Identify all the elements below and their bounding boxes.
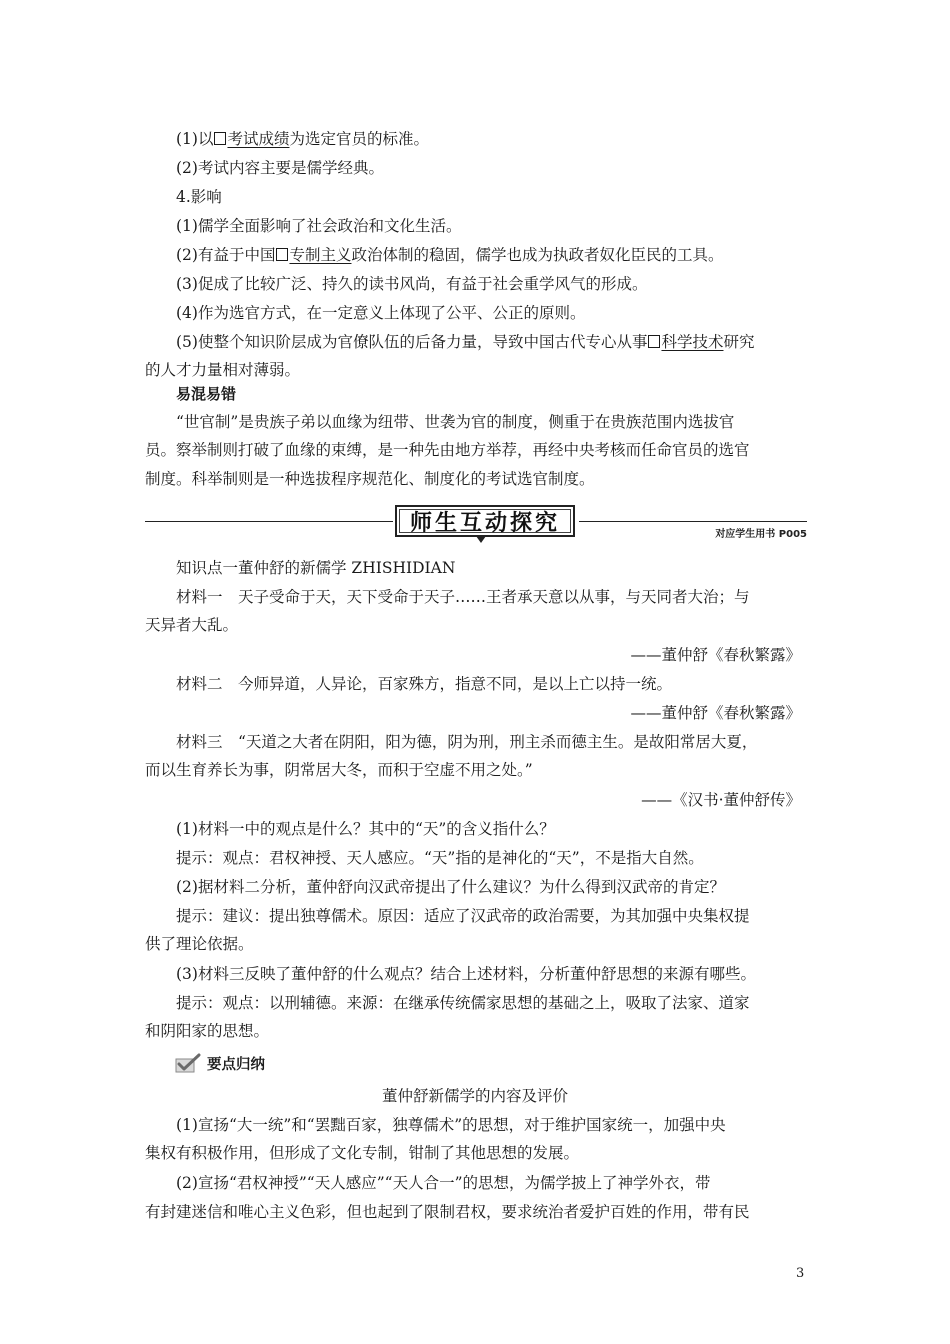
material-2-source: ——董仲舒《春秋繁露》 — [630, 704, 801, 722]
key-points-label: 要点归纳 — [207, 1056, 265, 1073]
page-number: 3 — [796, 1266, 805, 1281]
banner-reference: 对应学生用书 P005 — [715, 529, 807, 540]
question-2: (2)据材料二分析，董仲舒向汉武帝提出了什么建议？为什么得到汉武帝的肯定？ — [176, 878, 725, 896]
banner-title: 师生互动探究 — [409, 510, 560, 536]
banner-rule-left — [145, 521, 393, 522]
content-line — [145, 215, 805, 237]
fill-in-answer: 考试成绩 — [227, 130, 290, 148]
banner-pointer-icon — [476, 536, 486, 543]
fill-in-answer: 科学技术 — [661, 333, 724, 351]
answer-2: 提示：建议：提出独尊儒术。原因：适应了汉武帝的政治需要，为其加强中央集权提 — [176, 907, 750, 925]
content-line — [145, 157, 805, 179]
line-text: 研究 — [723, 333, 755, 351]
summary-point-2: (2)宣扬“君权神授”“天人感应”“天人合一”的思想，为儒学披上了神学外衣，带 — [176, 1174, 711, 1192]
content-line — [145, 359, 805, 381]
key-points-heading — [175, 1052, 265, 1074]
material-3-source: ——《汉书·董仲舒传》 — [641, 791, 801, 809]
answer-3-cont: 和阴阳家的思想。 — [145, 1022, 270, 1040]
line-text: (5)使整个知识阶层成为官僚队伍的后备力量，导致中国古代专心从事 — [176, 333, 648, 351]
question-1: (1)材料一中的观点是什么？其中的“天”的含义指什么？ — [176, 820, 555, 838]
material-3-cont: 而以生育养长为事，阴常居大冬，而积于空虚不用之处。” — [145, 761, 533, 779]
content-line — [145, 302, 805, 324]
blank-box-icon — [648, 335, 660, 348]
material-1: 材料一 天子受命于天，天下受命于天子……王者承天意以从事，与天同者大治；与 — [176, 588, 750, 606]
line-text: 的人才力量相对薄弱。 — [145, 361, 301, 379]
knowledge-point-title: 知识点一董仲舒的新儒学 ZHISHIDIAN — [176, 559, 456, 577]
answer-3: 提示：观点：以刑辅德。来源：在继承传统儒家思想的基础之上，吸取了法家、道家 — [176, 994, 750, 1012]
summary-point-2-cont: 有封建迷信和唯心主义色彩，但也起到了限制君权，要求统治者爱护百姓的作用，带有民 — [145, 1203, 750, 1221]
line-text: (3)促成了比较广泛、持久的读书风尚，有益于社会重学风气的形成。 — [176, 275, 648, 293]
section-banner — [145, 503, 807, 547]
material-2: 材料二 今师异道，人异论，百家殊方，指意不同，是以上亡以持一统。 — [176, 675, 673, 693]
material-3: 材料三 “天道之大者在阴阳，阳为德，阴为刑，刑主杀而德主生。是故阳常居大夏， — [176, 733, 758, 751]
summary-point-1-cont: 集权有积极作用，但形成了文化专制，钳制了其他思想的发展。 — [145, 1144, 580, 1162]
banner-rule-right — [579, 521, 807, 522]
confusion-line: 员。察举制则打破了血缘的束缚，是一种先由地方举荐，再经中央考核而任命官员的选官 — [145, 441, 750, 459]
line-text: (1)以 — [176, 130, 214, 148]
line-text: (2)有益于中国 — [176, 246, 276, 264]
line-text: (1)儒学全面影响了社会政治和文化生活。 — [176, 217, 462, 235]
confusion-heading: 易混易错 — [176, 385, 237, 403]
line-text: (4)作为选官方式，在一定意义上体现了公平、公正的原则。 — [176, 304, 586, 322]
summary-point-1: (1)宣扬“大一统”和“罢黜百家，独尊儒术”的思想，对于维护国家统一，加强中央 — [176, 1116, 726, 1134]
content-line — [145, 128, 805, 150]
line-text: (2)考试内容主要是儒学经典。 — [176, 159, 384, 177]
material-1-source: ——董仲舒《春秋繁露》 — [630, 646, 801, 664]
line-text: 为选定官员的标准。 — [289, 130, 429, 148]
blank-box-icon — [214, 132, 226, 145]
content-line — [145, 331, 805, 353]
content-line — [145, 273, 805, 295]
content-line — [145, 244, 805, 266]
fill-in-answer: 专制主义 — [289, 246, 352, 264]
answer-2-cont: 供了理论依据。 — [145, 935, 254, 953]
answer-1: 提示：观点：君权神授、天人感应。“天”指的是神化的“天”，不是指大自然。 — [176, 849, 704, 867]
confusion-line: “世官制”是贵族子弟以血缘为纽带、世袭为官的制度，侧重于在贵族范围内选拔官 — [176, 413, 735, 431]
line-text: 4.影响 — [176, 188, 222, 206]
banner-box — [395, 505, 575, 537]
line-text: 政治体制的稳固，儒学也成为执政者奴化臣民的工具。 — [351, 246, 724, 264]
blank-box-icon — [276, 248, 288, 261]
summary-title: 董仲舒新儒学的内容及评价 — [381, 1087, 568, 1105]
checkmark-icon — [175, 1053, 201, 1073]
confusion-line: 制度。科举制则是一种选拔程序规范化、制度化的考试选官制度。 — [145, 470, 595, 488]
question-3: (3)材料三反映了董仲舒的什么观点？结合上述材料，分析董仲舒思想的来源有哪些。 — [176, 965, 756, 983]
material-1-cont: 天异者大乱。 — [145, 616, 239, 634]
content-line — [145, 186, 805, 208]
